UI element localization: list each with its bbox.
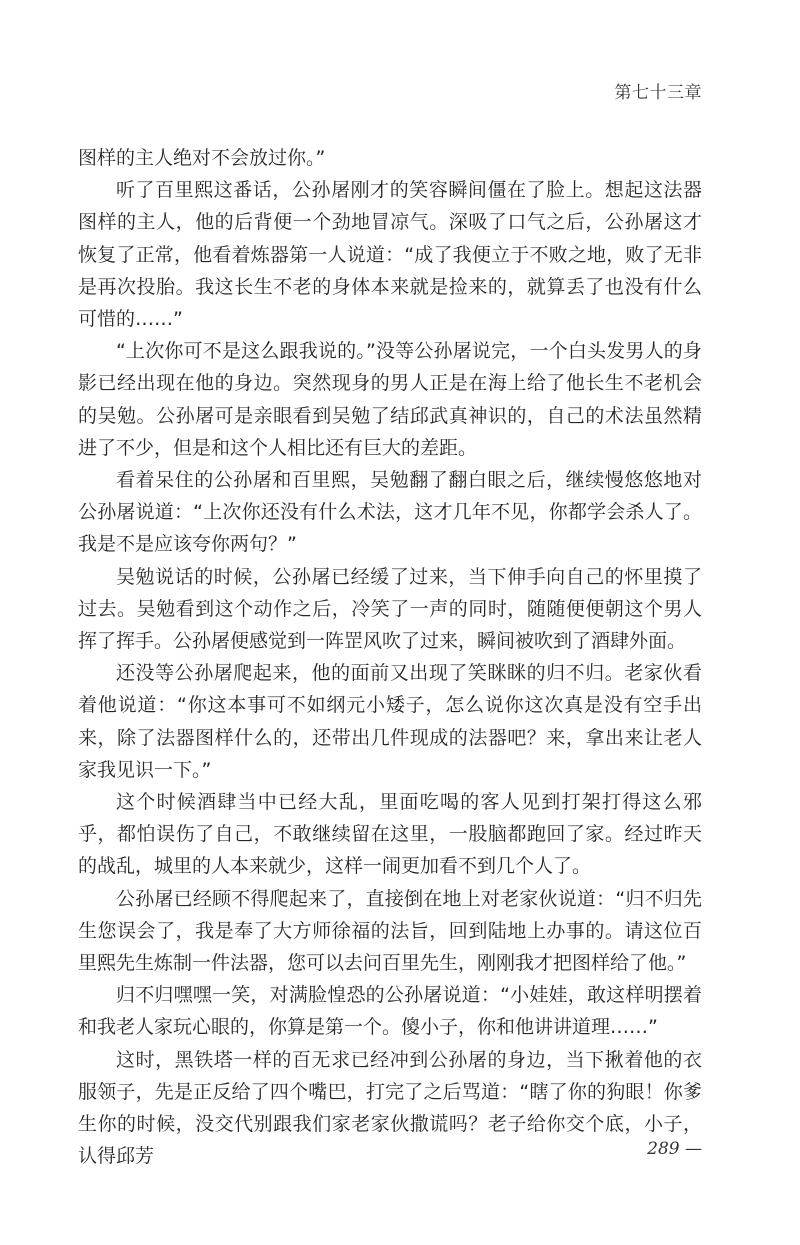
paragraph: 看着呆住的公孙屠和百里熙，吴勉翻了翻白眼之后，继续慢悠悠地对公孙屠说道：“上次你还没有什么术法，这才几年不见，你都学会杀人了。我是不是应该夸你两句？”	[78, 469, 702, 556]
paragraph: 这个时候酒肆当中已经大乱，里面吃喝的客人见到打架打得这么邪乎，都怕误伤了自己，不敢继续留在这里，一股脑都跑回了家。经过昨天的战乱，城里的人本来就少，这样一闹更加看不到几个人了。	[78, 791, 702, 878]
page-body-text	[78, 142, 702, 1173]
paragraph: 听了百里熙这番话，公孙屠刚才的笑容瞬间僵在了脸上。想起这法器图样的主人，他的后背便一个劲地冒凉气。深吸了口气之后，公孙屠这才恢复了正常，他看着炼器第一人说道：“成了我便立于不败之地，败了无非是再次投胎。我这长生不老的身体本来就是捡来的，就算丢了也没有什么可惜的……”	[78, 179, 702, 331]
paragraph: 吴勉说话的时候，公孙屠已经缓了过来，当下伸手向自己的怀里摸了过去。吴勉看到这个动作之后，冷笑了一声的同时，随随便便朝这个男人挥了挥手。公孙屠便感觉到一阵罡风吹了过来，瞬间被吹到了酒肆外面。	[78, 565, 702, 653]
paragraph: 这时，黑铁塔一样的百无求已经冲到公孙屠的身边，当下揪着他的衣服领子，先是正反给了四个嘴巴，打完了之后骂道：“瞎了你的狗眼！你爹生你的时候，没交代别跟我们家老家伙撒谎吗？老子给你交个底，小子，认得邱芳	[78, 1048, 702, 1168]
chapter-running-header: 第七十三章	[614, 83, 702, 103]
page-number: 289 —	[647, 1139, 702, 1159]
paragraph: 还没等公孙屠爬起来，他的面前又出现了笑眯眯的归不归。老家伙看着他说道：“你这本事可不如纲元小矮子，怎么说你这次真是没有空手出来，除了法器图样什么的，还带出几件现成的法器吧？来，拿出来让老人家我见识一下。”	[78, 662, 702, 781]
paragraph: 归不归嘿嘿一笑，对满脸惶恐的公孙屠说道：“小娃娃，敢这样明摆着和我老人家玩心眼的，你算是第一个。傻小子，你和他讲讲道理……”	[78, 984, 702, 1039]
paragraph: 图样的主人绝对不会放过你。”	[78, 147, 326, 169]
paragraph: 公孙屠已经顾不得爬起来了，直接倒在地上对老家伙说道：“归不归先生您误会了，我是奉了大方师徐福的法旨，回到陆地上办事的。请这位百里熙先生炼制一件法器，您可以去问百里先生，刚刚我才把图样给了他。”	[78, 887, 702, 975]
paragraph: “上次你可不是这么跟我说的。”没等公孙屠说完，一个白头发男人的身影已经出现在他的身边。突然现身的男人正是在海上给了他长生不老机会的吴勉。公孙屠可是亲眼看到吴勉了结邱武真神识的，自己的术法虽然精进了不少，但是和这个人相比还有巨大的差距。	[78, 340, 702, 459]
